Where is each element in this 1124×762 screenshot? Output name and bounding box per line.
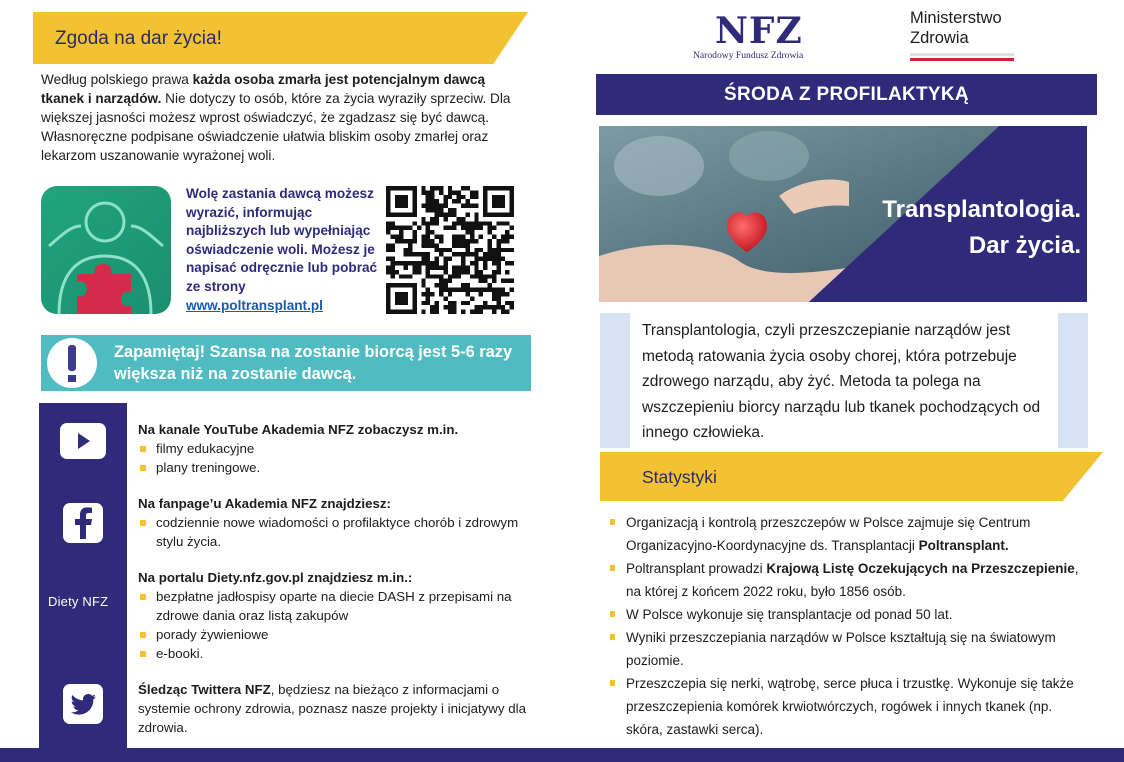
stats-list (609, 511, 1079, 741)
ministry-logo: Ministerstwo Zdrowia (910, 8, 1015, 64)
list-item: codziennie nowe wiadomości o profilaktyce chorób i zdrowym stylu życia. (138, 513, 528, 551)
list-item: e-booki. (138, 644, 528, 663)
youtube-icon[interactable] (60, 423, 106, 459)
definition-text: Transplantologia, czyli przeszczepianie narządów jest metodą ratowania życia osoby chorej, która potrzebuje zdrowego narządu, aby żyć. Metoda ta polega na wszczepieniu biorcy narządu lub tkanek pochodzących od innego człowieka. (642, 322, 1041, 441)
remember-box (41, 335, 531, 391)
list-item: Wyniki przeszczepiania narządów w Polsce kształtują się na światowym poziomie. (609, 626, 1079, 672)
diety-block: Na portalu Diety.nfz.gov.pl znajdziesz m.in.: bezpłatne jadłospisy oparte na diecie DASH z przepisami na zdrowe dania oraz listą zakupów porady żywieniowe e-booki. (138, 568, 528, 663)
youtube-block: Na kanale YouTube Akademia NFZ zobaczysz m.in. filmy edukacyjne plany treningowe. (138, 420, 528, 477)
qr-code[interactable] (386, 186, 514, 314)
hero-image (599, 126, 1087, 302)
list-item: W Polsce wykonuje się transplantacje od ponad 50 lat. (609, 603, 1079, 626)
remember-text: Zapamiętaj! Szansa na zostanie biorcą jest 5-6 razy większa niż na zostanie dawcą. (114, 343, 513, 383)
list-item: plany treningowe. (138, 458, 528, 477)
diety-nfz-logo: Diety NFZ (48, 594, 109, 609)
twitter-icon[interactable] (63, 684, 103, 724)
facebook-icon[interactable] (63, 503, 103, 543)
puzzle-person-icon (41, 186, 171, 314)
social-sidebar (39, 403, 127, 748)
list-item: filmy edukacyjne (138, 439, 528, 458)
list-item: Poltransplant prowadzi Krajową Listę Oczekujących na Przeszczepienie, na której z końcem 2022 roku, było 1856 osób. (609, 557, 1079, 603)
stats-banner (600, 452, 1103, 501)
consent-banner (33, 12, 528, 64)
facebook-block: Na fanpage’u Akademia NFZ znajdziesz: codziennie nowe wiadomości o profilaktyce chorób i zdrowym stylu życia. (138, 494, 528, 551)
consent-banner-title: Zgoda na dar życia! (55, 28, 222, 49)
will-declaration-text: Wolę zastania dawcą możesz wyrazić, informując najbliższych lub wypełniając oświadczenie woli. Możesz je napisać odręcznie lub pobrać ze strony www.poltransplant.pl (186, 185, 382, 315)
stats-banner-title: Statystyki (642, 467, 717, 487)
list-item: Przeszczepia się nerki, wątrobę, serce płuca i trzustkę. Wykonuje się także przeszczepienia komórek krwiotwórczych, rogówek i innych tkanek (np. skóra, zastawki serca). (609, 672, 1079, 741)
list-item: bezpłatne jadłospisy oparte na diecie DASH z przepisami na zdrowe dania oraz listą zakupów (138, 587, 528, 625)
hero-title: Transplantologia. Dar życia. (882, 196, 1081, 259)
definition-box (600, 313, 1088, 448)
exclamation-icon (47, 338, 97, 388)
poltransplant-link[interactable]: www.poltransplant.pl (186, 297, 323, 313)
nfz-logo-subtitle: Narodowy Fundusz Zdrowia (693, 50, 804, 61)
intro-paragraph: Według polskiego prawa każda osoba zmarła jest potencjalnym dawcą tkanek i narządów. Nie dotyczy to osób, które za życia wyraziły sprzeciw. Dla większej jasności możesz wprost oświadczyć, że zgadzasz się być dawcą. Własnoręczne podpisane oświadczenie ułatwia bliskim osoby zmarłej oraz lekarzom uszanowanie wyrażonej woli. (41, 72, 511, 163)
social-info-blocks (138, 420, 528, 737)
nfz-logo-mark: NFZ (715, 10, 803, 52)
list-item: Organizacją i kontrolą przeszczepów w Polsce zajmuje się Centrum Organizacyjno-Koordynacyjne ds. Transplantacji Poltransplant. (609, 511, 1079, 557)
twitter-block: Śledząc Twittera NFZ, będziesz na bieżąco z informacjami o systemie ochrony zdrowia, poznasz nasze projekty i inicjatywy dla zdrowia. (138, 682, 526, 735)
series-banner: ŚRODA Z PROFILAKTYKĄ (596, 74, 1097, 115)
nfz-logo (693, 10, 823, 62)
list-item: porady żywieniowe (138, 625, 528, 644)
footer-bar (0, 748, 1124, 762)
